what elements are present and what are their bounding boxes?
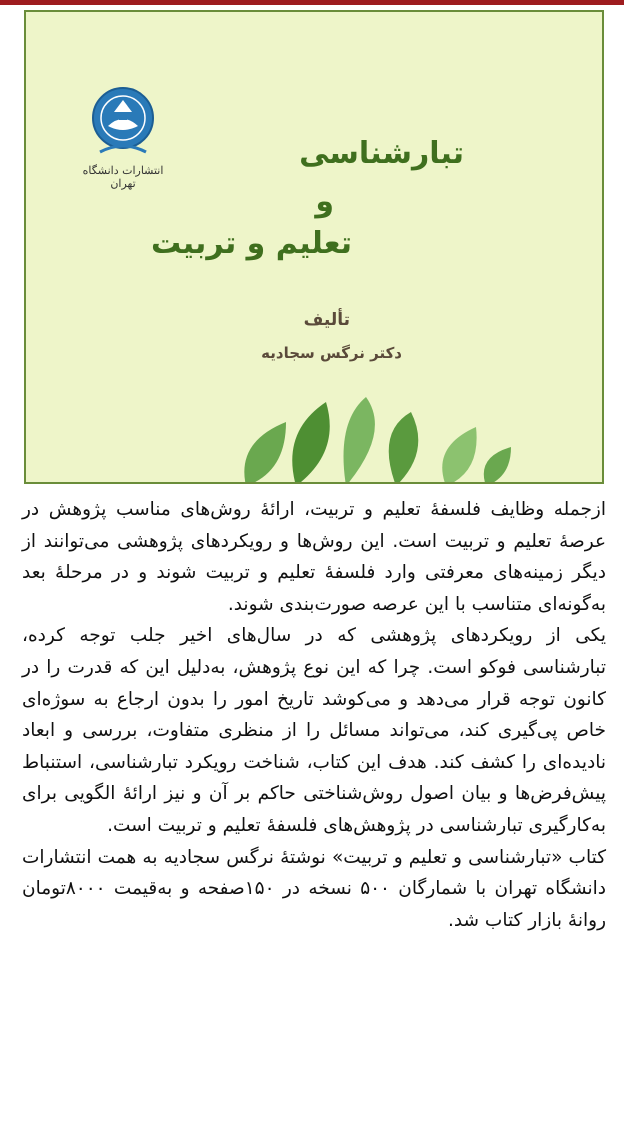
top-accent-bar — [0, 0, 624, 5]
article-body — [22, 494, 606, 936]
author-name: دکتر نرگس سجادیه — [261, 344, 402, 362]
book-title-line-1: تبارشناسی — [299, 136, 464, 171]
article-paragraph-3: کتاب «تبارشناسی و تعلیم و تربیت» نوشتهٔ نرگس سجادیه به همت انتشارات دانشگاه تهران با شمارگان ۵۰۰ نسخه در ۱۵۰صفحه و به‌قیمت ۸۰۰۰تومان روانهٔ بازار کتاب شد. — [22, 846, 607, 931]
article-paragraph-2: یکی از رویکردهای پژوهشی که در سال‌های اخیر جلب توجه کرده، تبارشناسی فوکو است. چرا که این نوع پژوهش، به‌دلیل این که قدرت را در کانون توجه قرار می‌دهد و می‌کوشد تاریخ امور را بدون ارجاع به سوژه‌ای خاص پی‌گیری کند، می‌تواند مسائل را از منظری متفاوت، بررسی و ابعاد نادیده‌ای را کشف کند. هدف این کتاب، شناخت رویکرد تبارشناسی، استنباط پیش‌فرض‌ها و بیان اصول روش‌شناختی حاکم بر آن و نیز ارائهٔ الگویی برای به‌کارگیری تبارشناسی در پژوهش‌های فلسفهٔ تعلیم و تربیت است. — [22, 625, 606, 836]
author-label: تألیف — [303, 310, 350, 330]
article-paragraph-1: ازجمله وظایف فلسفهٔ تعلیم و تربیت، ارائهٔ روش‌های مناسب پژوهش در عرصهٔ تعلیم و تربیت است. این روش‌ها و رویکردهای پژوهشی می‌توانند از دیگر زمینه‌های معرفتی وارد فلسفهٔ تعلیم و تربیت شوند و در مرحلهٔ بعد به‌گونه‌ای متناسب با این عرصه صورت‌بندی شوند. — [22, 499, 606, 615]
university-logo-icon — [88, 82, 158, 162]
green-leaves-icon — [226, 392, 516, 484]
publisher-caption: انتشارات دانشگاه تهران — [82, 164, 164, 190]
book-cover — [24, 10, 604, 484]
book-title-line-2: تعلیم و تربیت — [151, 226, 352, 261]
book-title-conjunction: و — [315, 184, 334, 219]
